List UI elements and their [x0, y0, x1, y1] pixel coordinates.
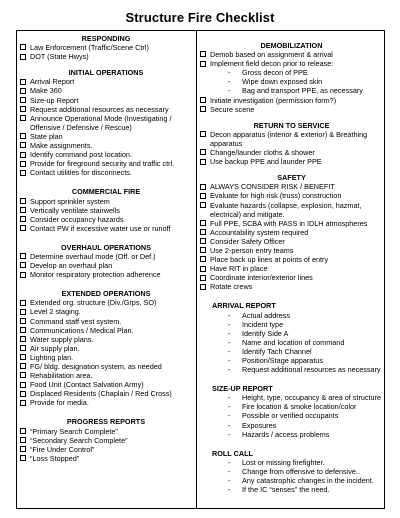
dash-bullet-icon: - — [228, 319, 231, 329]
checklist-item — [20, 43, 192, 52]
checklist-item-label: Contact PW if excessive water use or runoff — [30, 223, 171, 233]
checklist-item — [200, 237, 383, 246]
checklist-item-label: Use backup PPE and launder PPE — [210, 157, 322, 167]
checkbox[interactable] — [200, 266, 206, 272]
dash-bullet-icon: - — [228, 402, 231, 412]
section-heading-demobilization: DEMOBILIZATION — [260, 41, 323, 50]
checklist-item-label: Make 360 — [30, 86, 62, 96]
dash-bullet-icon: - — [228, 476, 231, 486]
sub-item-label: Hazards / access problems — [242, 429, 330, 439]
checkbox[interactable] — [20, 262, 26, 268]
checklist-item-label: Consider Safety Officer — [210, 236, 285, 246]
checklist-item-label: Develop an overhaul plan — [30, 261, 113, 271]
checkbox[interactable] — [20, 115, 26, 121]
checkbox[interactable] — [20, 437, 26, 443]
checklist-item-label: Evaluate for high risk (truss) construction — [210, 191, 342, 201]
checklist-item-label: Have RIT in place — [210, 264, 268, 274]
checkbox[interactable] — [20, 142, 26, 148]
checklist-item — [20, 96, 192, 105]
checklist-item — [200, 148, 383, 157]
checklist-item-label: Full PPE, SCBA with PASS in IDLH atmospheres — [210, 218, 368, 228]
checklist-item-label: Monitor respiratory protection adherence — [30, 270, 161, 280]
checkbox[interactable] — [200, 61, 206, 67]
spacer — [20, 407, 192, 417]
checkbox[interactable] — [20, 300, 26, 306]
checklist-item-label: Request additional resources as necessary — [30, 104, 169, 114]
spacer — [20, 279, 192, 289]
checklist-item — [20, 326, 192, 335]
checklist-item-label: Command staff vest system. — [30, 316, 122, 326]
checklist-item — [20, 307, 192, 316]
dash-bullet-icon: - — [228, 420, 231, 430]
checklist-item-label: Contact utilities for disconnects. — [30, 168, 132, 178]
checklist-item-label: Initiate investigation (permission form?) — [210, 95, 337, 105]
dash-bullet-icon: - — [228, 337, 231, 347]
checklist-item-label: Decon apparatus (interior & exterior) & Breathing apparatus — [210, 129, 368, 148]
checklist-item — [20, 150, 192, 159]
checklist-item — [20, 114, 192, 132]
checkbox[interactable] — [200, 238, 206, 244]
checkbox[interactable] — [20, 54, 26, 60]
checklist-item — [20, 445, 192, 454]
dash-bullet-icon: - — [228, 457, 231, 467]
checklist-item — [200, 246, 383, 255]
checklist-item — [200, 201, 383, 219]
sub-item — [200, 320, 383, 329]
checklist-item — [20, 353, 192, 362]
checkbox[interactable] — [20, 106, 26, 112]
checklist-item-label: Implement field decon prior to release: — [210, 59, 334, 69]
sub-item-label: Any catastrophic changes in the incident. — [242, 476, 374, 486]
left-column — [20, 34, 192, 463]
checklist-item — [20, 105, 192, 114]
checklist-item-label: Evaluate hazards (collapse, explosion, hazmat, electrical) and mitigate. — [210, 200, 362, 219]
checklist-item — [20, 159, 192, 168]
checklist-item-label: Identify command post location. — [30, 150, 132, 160]
checklist-item — [20, 132, 192, 141]
section-heading-return-to-service: RETURN TO SERVICE — [253, 120, 330, 130]
checklist-item — [200, 59, 383, 68]
checkbox[interactable] — [20, 88, 26, 94]
checklist-item-label: Arrival Report — [30, 77, 75, 87]
checklist-item-label: Determine overhaul mode (Off. or Def.) — [30, 251, 156, 261]
checklist-item — [200, 96, 383, 105]
sub-item — [200, 338, 383, 347]
checklist-item — [200, 228, 383, 237]
checklist-item — [20, 52, 192, 61]
checklist-item-label: ALWAYS CONSIDER RISK / BENEFIT — [210, 182, 335, 192]
checklist-item-label: Communications / Medical Plan. — [30, 325, 134, 335]
checklist-item-label: Secure scene — [210, 104, 255, 114]
checkbox[interactable] — [20, 327, 26, 333]
checklist-item-label: Provide for media. — [30, 398, 89, 408]
checkbox[interactable] — [20, 161, 26, 167]
checklist-item-label: Displaced Residents (Chaplain / Red Cross) — [30, 389, 172, 399]
checkbox[interactable] — [20, 363, 26, 369]
checkbox[interactable] — [20, 382, 26, 388]
checklist-item-label: Use 2-person entry teams — [210, 245, 294, 255]
sub-item-label: Bag and transport PPE, as necessary — [242, 86, 363, 96]
checklist-item — [200, 282, 383, 291]
checklist-item-label: FG/ bldg. designation system, as needed — [30, 362, 162, 371]
sub-item — [200, 86, 383, 95]
dash-bullet-icon: - — [228, 68, 231, 78]
sub-item — [200, 430, 383, 439]
checkbox[interactable] — [20, 345, 26, 351]
sub-item-label: Lost or missing firefighter. — [242, 457, 325, 467]
sub-item — [200, 77, 383, 86]
section-heading-overhaul-operations: OVERHAUL OPERATIONS — [61, 242, 151, 252]
sub-item — [200, 347, 383, 356]
dash-bullet-icon: - — [228, 310, 231, 320]
checklist-item — [200, 130, 383, 148]
checklist-item — [20, 197, 192, 206]
sub-item-label: Request additional resources as necessary — [242, 365, 381, 375]
sub-item-label: Height, type, occupancy & area of structure — [242, 393, 382, 403]
sub-item — [200, 467, 383, 476]
sub-item — [200, 476, 383, 485]
sub-item — [200, 365, 383, 374]
checklist-item — [20, 77, 192, 86]
checkbox[interactable] — [20, 400, 26, 406]
dash-bullet-icon: - — [228, 411, 231, 421]
checkbox[interactable] — [20, 225, 26, 231]
sub-item — [200, 311, 383, 320]
dash-bullet-icon: - — [228, 393, 231, 403]
checklist-item — [20, 298, 192, 307]
checkbox[interactable] — [200, 97, 206, 103]
checkbox[interactable] — [200, 106, 206, 112]
spacer — [20, 233, 192, 243]
checklist-item — [20, 362, 192, 371]
spacer — [200, 374, 383, 384]
checkbox[interactable] — [20, 170, 26, 176]
checklist-item-label: Food Unit (Contact Salvation Army) — [30, 380, 144, 390]
sub-item — [200, 393, 383, 402]
checklist-item-label: Air supply plan. — [30, 343, 80, 353]
checklist-item — [20, 454, 192, 463]
spacer — [200, 439, 383, 449]
checklist-item-label: “Fire Under Control” — [30, 444, 95, 454]
checklist-item-label: Consider occupancy hazards — [30, 214, 124, 224]
spacer — [20, 61, 192, 68]
checklist-item — [20, 380, 192, 389]
checkbox[interactable] — [20, 336, 26, 342]
section-heading-initial-operations: INITIAL OPERATIONS — [68, 68, 144, 78]
checkbox[interactable] — [20, 207, 26, 213]
checkbox[interactable] — [200, 284, 206, 290]
checkbox[interactable] — [200, 202, 206, 208]
right-column — [200, 34, 383, 494]
spacer — [20, 177, 192, 187]
checklist-item — [20, 206, 192, 215]
section-heading-roll-call: ROLL CALL — [212, 448, 253, 458]
sub-item-label: Actual address — [242, 310, 290, 320]
checklist-item — [20, 344, 192, 353]
checklist-item — [20, 215, 192, 224]
checklist-item — [200, 182, 383, 191]
sub-item-label: Wipe down exposed skin — [242, 77, 323, 87]
checklist-item-label: “Primary Search Complete” — [30, 426, 118, 436]
sub-item-label: If the IC “senses” the need. — [242, 485, 330, 495]
checklist-item — [20, 335, 192, 344]
checklist-item-label: DOT (State Hwys) — [30, 52, 89, 62]
dash-bullet-icon: - — [228, 365, 231, 375]
checklist-item — [20, 261, 192, 270]
page-title: Structure Fire Checklist — [125, 10, 275, 25]
checklist-item-label: Rehabilitation area. — [30, 371, 93, 381]
checklist-item — [20, 427, 192, 436]
sub-item — [200, 411, 383, 420]
checklist-item-label: Lighting plan. — [30, 352, 74, 362]
checklist-item-label: Law Enforcement (Traffic/Scene Ctrl) — [30, 43, 149, 53]
section-heading-safety: SAFETY — [277, 173, 306, 183]
checkbox[interactable] — [20, 198, 26, 204]
checkbox[interactable] — [20, 272, 26, 278]
sub-item-label: Gross decon of PPE — [242, 68, 308, 78]
dash-bullet-icon: - — [228, 466, 231, 476]
checklist-item — [20, 371, 192, 380]
checkbox[interactable] — [20, 372, 26, 378]
checklist-item — [200, 157, 383, 166]
checklist-item-label: Extended org. structure (Div./Grps, SO) — [30, 298, 157, 308]
dash-bullet-icon: - — [228, 485, 231, 495]
checkbox[interactable] — [20, 391, 26, 397]
checkbox[interactable] — [20, 455, 26, 461]
checklist-item — [200, 273, 383, 282]
checkbox[interactable] — [20, 318, 26, 324]
checkbox[interactable] — [200, 149, 206, 155]
checkbox[interactable] — [20, 216, 26, 222]
section-heading-commercial-fire: COMMERCIAL FIRE — [71, 187, 141, 197]
checkbox[interactable] — [20, 97, 26, 103]
checkbox[interactable] — [20, 133, 26, 139]
checklist-item — [20, 224, 192, 233]
checkbox[interactable] — [200, 229, 206, 235]
checkbox[interactable] — [20, 253, 26, 259]
checklist-item-label: State plan — [30, 131, 63, 141]
checklist-item-label: Rotate crews — [210, 282, 253, 292]
checklist-item-label: “Secondary Search Complete” — [30, 435, 128, 445]
checklist-item — [200, 264, 383, 273]
sub-item — [200, 458, 383, 467]
dash-bullet-icon: - — [228, 328, 231, 338]
checklist-item — [20, 317, 192, 326]
dash-bullet-icon: - — [228, 86, 231, 96]
sub-item-label: Change from offensive to defensive.. — [242, 466, 360, 476]
section-heading-arrival-report: ARRIVAL REPORT — [212, 301, 276, 311]
checkbox[interactable] — [200, 220, 206, 226]
checkbox[interactable] — [20, 44, 26, 50]
checkbox[interactable] — [200, 275, 206, 281]
checklist-item — [20, 389, 192, 398]
checkbox[interactable] — [200, 131, 206, 137]
checklist-item — [20, 86, 192, 95]
sub-item — [200, 68, 383, 77]
checklist-item-label: Change/launder cloths & shower — [210, 148, 315, 158]
checklist-item-label: Make assignments. — [30, 141, 93, 151]
checkbox[interactable] — [200, 159, 206, 165]
checklist-item — [200, 50, 383, 59]
checkbox[interactable] — [20, 354, 26, 360]
sub-item — [200, 421, 383, 430]
dash-bullet-icon: - — [228, 77, 231, 87]
sub-item-label: Fire location & smoke location/color — [242, 402, 357, 412]
spacer — [200, 291, 383, 301]
checklist-item-label: Provide for fireground security and traffic ctrl. — [30, 159, 175, 169]
checkbox[interactable] — [200, 256, 206, 262]
sub-item-label: Incident type — [242, 319, 284, 329]
dash-bullet-icon: - — [228, 346, 231, 356]
checklist-item — [200, 255, 383, 264]
checklist-item-label: Accountability system required — [210, 227, 309, 237]
sub-item-label: Identify Side A — [242, 328, 289, 338]
checklist-item — [200, 219, 383, 228]
checkbox[interactable] — [20, 152, 26, 158]
checklist-item-label: Coordinate interior/exterior lines — [210, 273, 313, 283]
section-heading-progress-reports: PROGRESS REPORTS — [66, 417, 146, 427]
checkbox[interactable] — [20, 428, 26, 434]
sub-item — [200, 485, 383, 494]
spacer — [200, 114, 383, 121]
checklist-item-label: Level 2 staging. — [30, 307, 81, 317]
section-heading-responding: RESPONDING — [81, 34, 131, 43]
checklist-item — [20, 168, 192, 177]
sub-item-label: Position/Stage apparatus — [242, 356, 324, 365]
checkbox[interactable] — [200, 184, 206, 190]
checklist-item — [20, 141, 192, 150]
checkbox[interactable] — [200, 193, 206, 199]
checklist-item-label: Support sprinkler system — [30, 196, 110, 206]
checklist-item-label: Announce Operational Mode (Investigating / Offensive / Defensive / Rescue) — [30, 113, 172, 132]
checkbox[interactable] — [200, 51, 206, 57]
sub-item-label: Name and location of command — [242, 337, 345, 347]
sub-item — [200, 402, 383, 411]
checklist-item-label: Place back up lines at points of entry — [210, 255, 329, 265]
section-heading-size-up-report: SIZE-UP REPORT — [212, 384, 273, 394]
checkbox[interactable] — [200, 247, 206, 253]
checklist-item-label: Size-up Report — [30, 95, 79, 105]
sub-item-label: Identify Tach Channel — [242, 346, 312, 356]
checklist-item — [20, 398, 192, 407]
dash-bullet-icon: - — [228, 356, 231, 365]
sub-item-label: Possible or verified occupants — [242, 411, 339, 421]
sub-item — [200, 356, 383, 365]
spacer — [200, 34, 383, 41]
checklist-item-label: “Loss Stopped” — [30, 453, 80, 463]
sub-item — [200, 329, 383, 338]
checklist-item — [200, 105, 383, 114]
checklist-item — [20, 252, 192, 261]
checkbox[interactable] — [20, 309, 26, 315]
checklist-item-label: Water supply plans. — [30, 334, 94, 344]
dash-bullet-icon: - — [228, 429, 231, 439]
checklist-item — [200, 191, 383, 200]
checklist-item — [20, 270, 192, 279]
checkbox[interactable] — [20, 446, 26, 452]
checklist-item-label: Vertically ventilate stairwells — [30, 205, 120, 215]
section-heading-extended-operations: EXTENDED OPERATIONS — [61, 289, 151, 299]
checklist-item — [20, 436, 192, 445]
column-divider — [196, 30, 197, 509]
sub-item-label: Exposures — [242, 420, 277, 430]
checklist-item-label: Demob based on assignment & arrival — [210, 50, 333, 60]
checkbox[interactable] — [20, 79, 26, 85]
spacer — [200, 166, 383, 173]
